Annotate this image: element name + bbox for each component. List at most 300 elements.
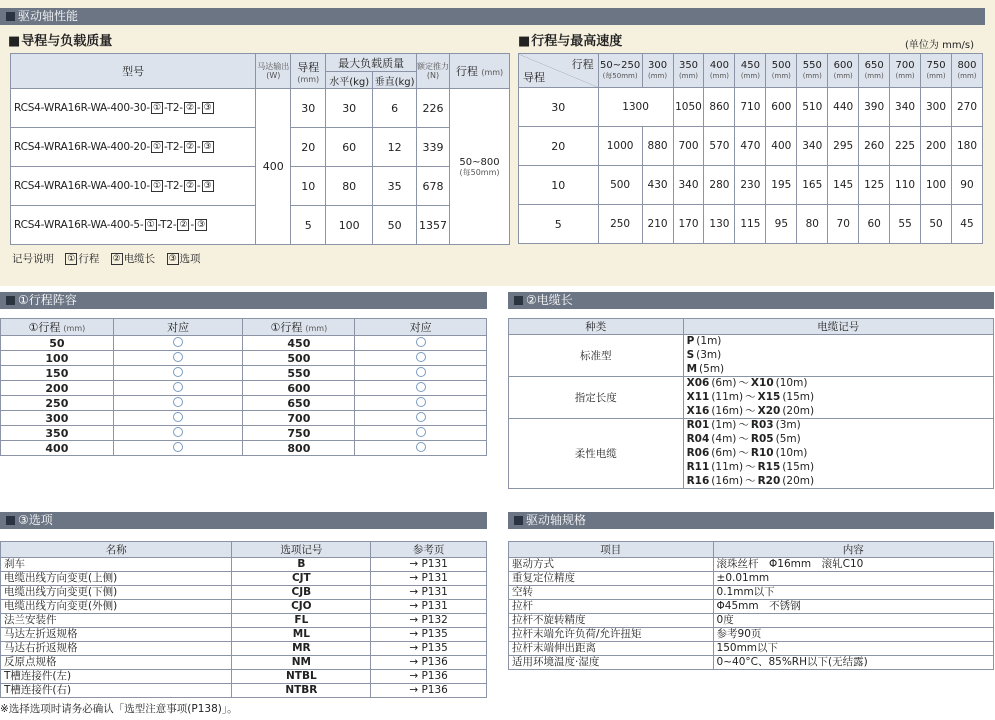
h-option-page: 参考页 [371, 542, 487, 558]
cable-code-cell [683, 461, 993, 475]
model-t2: -T2- [163, 180, 183, 192]
placeholder-1: ① [151, 141, 163, 153]
speed-value: 225 [890, 127, 921, 166]
speed-value: 880 [642, 127, 673, 166]
available-circle-icon [416, 367, 426, 377]
speed-row [519, 127, 983, 166]
speed-value: 700 [673, 127, 704, 166]
option-row [1, 558, 487, 572]
speed-value: 400 [766, 127, 797, 166]
speed-value: 390 [859, 88, 890, 127]
model-prefix: RCS4-WRA16R-WA-400-10- [14, 180, 150, 192]
speed-value: 90 [951, 166, 982, 205]
option-code: CJB [232, 586, 371, 600]
placeholder-1: ① [151, 102, 163, 114]
speed-value: 170 [673, 205, 704, 244]
h-spec-item: 项目 [509, 542, 714, 558]
option-row [1, 586, 487, 600]
horizontal-load: 30 [326, 89, 373, 128]
stroke-value: 650 [243, 396, 355, 411]
cable-range-tilde: ～ [738, 419, 749, 432]
horizontal-load: 60 [326, 128, 373, 167]
option-name: 反原点规格 [1, 656, 232, 670]
speed-value: 195 [766, 166, 797, 205]
horizontal-load: 100 [326, 206, 373, 245]
cable-range-tilde: ～ [745, 404, 756, 417]
model-cell [11, 167, 256, 206]
model-t2: -T2- [163, 141, 183, 153]
cable-code-cell [683, 419, 993, 433]
option-name: 刹车 [1, 558, 232, 572]
available-circle-icon [416, 397, 426, 407]
spec-row [509, 628, 994, 642]
option-code: NM [232, 656, 371, 670]
cable-code: X15 [757, 391, 781, 403]
cable-length: (10m) [775, 377, 808, 390]
option-row [1, 656, 487, 670]
support-cell [355, 366, 487, 381]
speed-value: 45 [951, 205, 982, 244]
stroke-value: 50 [1, 336, 114, 351]
cable-code: R15 [757, 461, 781, 473]
stroke-value: 500 [243, 351, 355, 366]
stroke-value: 300 [1, 411, 114, 426]
speed-col-header: 650 (mm) [859, 54, 890, 88]
rated-thrust: 678 [417, 167, 450, 206]
speed-value: 430 [642, 166, 673, 205]
cable-length: (6m) [711, 447, 737, 459]
speed-corner [519, 54, 599, 88]
options-table [0, 541, 487, 698]
speed-value: 1300 [598, 88, 673, 127]
support-cell [113, 351, 243, 366]
placeholder-3: ③ [202, 141, 214, 153]
option-code: ML [232, 628, 371, 642]
option-code: MR [232, 642, 371, 656]
cable-range-tilde: ～ [745, 391, 756, 403]
cable-type: 指定长度 [509, 377, 684, 419]
cable-code: R20 [757, 474, 781, 487]
available-circle-icon [416, 352, 426, 362]
option-row [1, 684, 487, 698]
speed-col-header: 350 (mm) [673, 54, 704, 88]
stroke-value: 550 [243, 366, 355, 381]
placeholder-2: ② [184, 180, 196, 192]
speed-col-header: 500 (mm) [766, 54, 797, 88]
speed-value: 295 [828, 127, 859, 166]
spec-item: 适用环境温度·湿度 [509, 656, 714, 670]
cable-length: (15m) [782, 391, 815, 403]
cable-code: X20 [757, 404, 781, 417]
support-cell [113, 336, 243, 351]
cable-row [509, 377, 994, 391]
h-stroke-left: ①行程 (mm) [1, 319, 114, 336]
speed-value: 500 [598, 166, 642, 205]
speed-lead: 10 [519, 166, 599, 205]
cable-length: (1m) [711, 419, 737, 432]
model-prefix: RCS4-WRA16R-WA-400-5- [14, 219, 144, 231]
speed-lead: 30 [519, 88, 599, 127]
spec-item: 拉杆末端允许负荷/允许扭矩 [509, 628, 714, 642]
speed-value: 130 [704, 205, 735, 244]
cable-code-cell [683, 349, 993, 363]
speed-value: 80 [797, 205, 828, 244]
support-cell [113, 441, 243, 456]
support-cell [355, 351, 487, 366]
speed-lead: 5 [519, 205, 599, 244]
spec-item: 重复定位精度 [509, 572, 714, 586]
cable-length: (11m) [711, 461, 744, 473]
spec-value: 150mm以下 [713, 642, 993, 656]
vertical-load: 50 [373, 206, 417, 245]
speed-corner-stroke: 行程 [571, 58, 594, 71]
section-bar-performance: 驱动轴性能 [0, 8, 985, 25]
support-cell [355, 381, 487, 396]
model-dash: - [196, 141, 201, 153]
cable-code: R03 [750, 419, 774, 432]
cable-range-tilde: ～ [738, 377, 749, 390]
model-dash: - [196, 102, 201, 114]
model-t2: -T2- [157, 219, 177, 231]
vertical-load: 6 [373, 89, 417, 128]
cable-length: (1m) [696, 335, 722, 348]
legend-box-3: ③ [168, 254, 177, 264]
speed-value: 1050 [673, 88, 704, 127]
section-bar-cable: ②电缆长 [508, 292, 994, 309]
option-row [1, 572, 487, 586]
cable-table [508, 318, 994, 489]
speed-value: 180 [951, 127, 982, 166]
stroke-value: 400 [1, 441, 114, 456]
cable-code-cell [683, 475, 993, 489]
speed-value: 60 [859, 205, 890, 244]
cable-length: (15m) [782, 461, 815, 473]
option-page: → P135 [371, 642, 487, 656]
cable-code: S [686, 349, 695, 361]
speed-value: 600 [766, 88, 797, 127]
support-cell [355, 441, 487, 456]
stroke-value: 800 [243, 441, 355, 456]
available-circle-icon [173, 412, 183, 422]
support-cell [113, 381, 243, 396]
spec-row [509, 614, 994, 628]
option-page: → P131 [371, 558, 487, 572]
lead-load-table [10, 53, 510, 245]
speed-col-header: 600 (mm) [828, 54, 859, 88]
support-cell [113, 366, 243, 381]
lead-value: 20 [291, 128, 326, 167]
cable-type: 柔性电缆 [509, 419, 684, 489]
option-code: NTBL [232, 670, 371, 684]
cable-code: R05 [750, 433, 774, 445]
cable-code: M [686, 362, 698, 375]
stroke-header-row [1, 319, 487, 336]
cable-code: R11 [686, 461, 710, 473]
speed-col-header: 50~250 (每50mm) [598, 54, 642, 88]
speed-value: 125 [859, 166, 890, 205]
cable-code: R01 [686, 419, 710, 432]
rated-thrust: 1357 [417, 206, 450, 245]
speed-value: 200 [921, 127, 952, 166]
option-row [1, 600, 487, 614]
cable-length: (10m) [775, 447, 808, 459]
lead-load-title: ■ 导程与负载质量 [8, 30, 112, 49]
cable-code: X11 [686, 391, 710, 403]
h-support-right: 对应 [355, 319, 487, 336]
stroke-value: 200 [1, 381, 114, 396]
available-circle-icon [416, 337, 426, 347]
rated-thrust: 226 [417, 89, 450, 128]
h-option-name: 名称 [1, 542, 232, 558]
placeholder-1: ① [151, 180, 163, 192]
available-circle-icon [173, 367, 183, 377]
cable-row [509, 335, 994, 349]
speed-value: 145 [828, 166, 859, 205]
speed-value: 110 [890, 166, 921, 205]
lead-value: 5 [291, 206, 326, 245]
spec-value: ±0.01mm [713, 572, 993, 586]
spec-value: 0~40°C、85%RH以下(无结露) [713, 656, 993, 670]
cable-code: P [686, 335, 695, 348]
spec-row [509, 642, 994, 656]
speed-value: 230 [735, 166, 766, 205]
vertical-load: 35 [373, 167, 417, 206]
cable-code-cell [683, 391, 993, 405]
speed-value: 340 [890, 88, 921, 127]
speed-row [519, 88, 983, 127]
support-cell [113, 426, 243, 441]
cable-row [509, 419, 994, 433]
available-circle-icon [416, 442, 426, 452]
speed-col-header: 700 (mm) [890, 54, 921, 88]
section-bar-specs: 驱动轴规格 [508, 512, 994, 529]
option-name: 马达右折返规格 [1, 642, 232, 656]
cable-range-tilde: ～ [738, 433, 749, 445]
h-cable-code: 电缆记号 [683, 319, 993, 335]
available-circle-icon [416, 382, 426, 392]
stroke-range: 50~800 (每50mm) [450, 89, 510, 245]
speed-unit: (单位为 mm/s) [905, 40, 975, 51]
cable-length: (20m) [782, 474, 815, 487]
speed-lead: 20 [519, 127, 599, 166]
spec-value: 滚珠丝杆 Φ16mm 滚轧C10 [713, 558, 993, 572]
placeholder-3: ③ [202, 180, 214, 192]
model-cell [11, 128, 256, 167]
section-bar-options: ③选项 [0, 512, 487, 529]
stroke-value: 750 [243, 426, 355, 441]
speed-value: 250 [598, 205, 642, 244]
model-dash: - [196, 180, 201, 192]
spec-item: 拉杆不旋转精度 [509, 614, 714, 628]
speed-value: 100 [921, 166, 952, 205]
speed-value: 570 [704, 127, 735, 166]
h-stroke-right: ①行程 (mm) [243, 319, 355, 336]
available-circle-icon [173, 352, 183, 362]
option-code: FL [232, 614, 371, 628]
stroke-value: 600 [243, 381, 355, 396]
available-circle-icon [173, 337, 183, 347]
cable-code: R16 [686, 474, 710, 487]
available-circle-icon [416, 412, 426, 422]
options-header-row [1, 542, 487, 558]
stroke-value: 700 [243, 411, 355, 426]
cable-code-cell [683, 363, 993, 377]
option-code: B [232, 558, 371, 572]
specs-header-row [509, 542, 994, 558]
cable-code: R06 [686, 447, 710, 459]
speed-value: 70 [828, 205, 859, 244]
horizontal-load: 80 [326, 167, 373, 206]
option-name: 马达左折返规格 [1, 628, 232, 642]
option-row [1, 642, 487, 656]
stroke-speed-table [518, 53, 983, 244]
legend: 记号说明 ① 行程 ② 电缆长 ③ 选项 [12, 253, 201, 265]
available-circle-icon [416, 427, 426, 437]
option-row [1, 670, 487, 684]
lead-value: 30 [291, 89, 326, 128]
option-name: 法兰安装件 [1, 614, 232, 628]
model-t2: -T2- [163, 102, 183, 114]
cable-length: (3m) [775, 419, 801, 432]
speed-value: 710 [735, 88, 766, 127]
support-cell [113, 411, 243, 426]
option-page: → P136 [371, 670, 487, 684]
speed-value: 165 [797, 166, 828, 205]
stroke-value: 350 [1, 426, 114, 441]
option-page: → P131 [371, 572, 487, 586]
speed-col-header: 400 (mm) [704, 54, 735, 88]
speed-value: 340 [673, 166, 704, 205]
spec-value: 0.1mm以下 [713, 586, 993, 600]
option-code: CJO [232, 600, 371, 614]
option-page: → P136 [371, 656, 487, 670]
cable-length: (11m) [711, 391, 744, 403]
stroke-row [1, 411, 487, 426]
option-page: → P131 [371, 586, 487, 600]
cable-range-tilde: ～ [745, 474, 756, 487]
speed-value: 50 [921, 205, 952, 244]
option-code: CJT [232, 572, 371, 586]
cable-range-tilde: ～ [738, 447, 749, 459]
cable-header-row [509, 319, 994, 335]
spec-item: 空转 [509, 586, 714, 600]
speed-col-header: 550 (mm) [797, 54, 828, 88]
motor-output: 400 [256, 89, 291, 245]
model-prefix: RCS4-WRA16R-WA-400-20- [14, 141, 150, 153]
option-code: NTBR [232, 684, 371, 698]
speed-corner-lead: 导程 [523, 71, 545, 84]
available-circle-icon [173, 427, 183, 437]
stroke-row [1, 381, 487, 396]
option-name: 电缆出线方向变更(下侧) [1, 586, 232, 600]
spec-value: 参考90页 [713, 628, 993, 642]
spec-value: Φ45mm 不锈钢 [713, 600, 993, 614]
h-thrust: 额定推力 (N) [417, 54, 450, 89]
option-page: → P132 [371, 614, 487, 628]
spec-value: 0度 [713, 614, 993, 628]
stroke-row [1, 336, 487, 351]
placeholder-2: ② [184, 102, 196, 114]
h-support-left: 对应 [113, 319, 243, 336]
option-page: → P136 [371, 684, 487, 698]
cable-code: R04 [686, 433, 710, 445]
speed-value: 300 [921, 88, 952, 127]
stroke-value: 150 [1, 366, 114, 381]
available-circle-icon [173, 397, 183, 407]
spec-item: 拉杆末端伸出距离 [509, 642, 714, 656]
stroke-value: 250 [1, 396, 114, 411]
speed-col-header: 300 (mm) [642, 54, 673, 88]
cable-code-cell [683, 335, 993, 349]
support-cell [355, 396, 487, 411]
option-page: → P135 [371, 628, 487, 642]
speed-value: 210 [642, 205, 673, 244]
model-dash: - [190, 219, 195, 231]
speed-col-header: 450 (mm) [735, 54, 766, 88]
cable-type: 标准型 [509, 335, 684, 377]
legend-box-2: ② [112, 254, 121, 264]
speed-value: 55 [890, 205, 921, 244]
legend-box-1: ① [67, 254, 76, 264]
cable-code: R10 [750, 447, 774, 459]
h-lead: 导程 (mm) [291, 54, 326, 89]
stroke-row [1, 441, 487, 456]
speed-value: 95 [766, 205, 797, 244]
stroke-row [1, 351, 487, 366]
cable-code: X16 [686, 404, 710, 417]
h-cable-type: 种类 [509, 319, 684, 335]
stroke-value: 450 [243, 336, 355, 351]
cable-code-cell [683, 447, 993, 461]
speed-col-header: 750 (mm) [921, 54, 952, 88]
speed-col-header: 800 (mm) [951, 54, 982, 88]
cable-code-cell [683, 405, 993, 419]
speed-value: 510 [797, 88, 828, 127]
spec-row [509, 656, 994, 670]
available-circle-icon [173, 442, 183, 452]
support-cell [355, 336, 487, 351]
speed-value: 440 [828, 88, 859, 127]
section-bar-strokes: ①行程阵容 [0, 292, 487, 309]
h-model: 型号 [11, 54, 256, 89]
speed-value: 115 [735, 205, 766, 244]
model-prefix: RCS4-WRA16R-WA-400-30- [14, 102, 150, 114]
option-name: 电缆出线方向变更(外侧) [1, 600, 232, 614]
h-option-code: 选项记号 [232, 542, 371, 558]
option-row [1, 614, 487, 628]
specs-table [508, 541, 994, 670]
stroke-row [1, 426, 487, 441]
spec-item: 驱动方式 [509, 558, 714, 572]
placeholder-1: ① [145, 219, 157, 231]
stroke-row [1, 366, 487, 381]
lead-value: 10 [291, 167, 326, 206]
speed-value: 340 [797, 127, 828, 166]
options-note: ※选择选项时请务必确认「选型注意事项(P138)」。 [0, 703, 238, 715]
speed-row [519, 166, 983, 205]
support-cell [355, 411, 487, 426]
vertical-load: 12 [373, 128, 417, 167]
stroke-row [1, 396, 487, 411]
spec-row [509, 600, 994, 614]
option-row [1, 628, 487, 642]
cable-length: (5m) [699, 362, 725, 375]
speed-row [519, 205, 983, 244]
placeholder-2: ② [184, 141, 196, 153]
cable-length: (20m) [782, 404, 815, 417]
cable-code: X10 [750, 377, 774, 390]
cable-length: (5m) [775, 433, 801, 445]
